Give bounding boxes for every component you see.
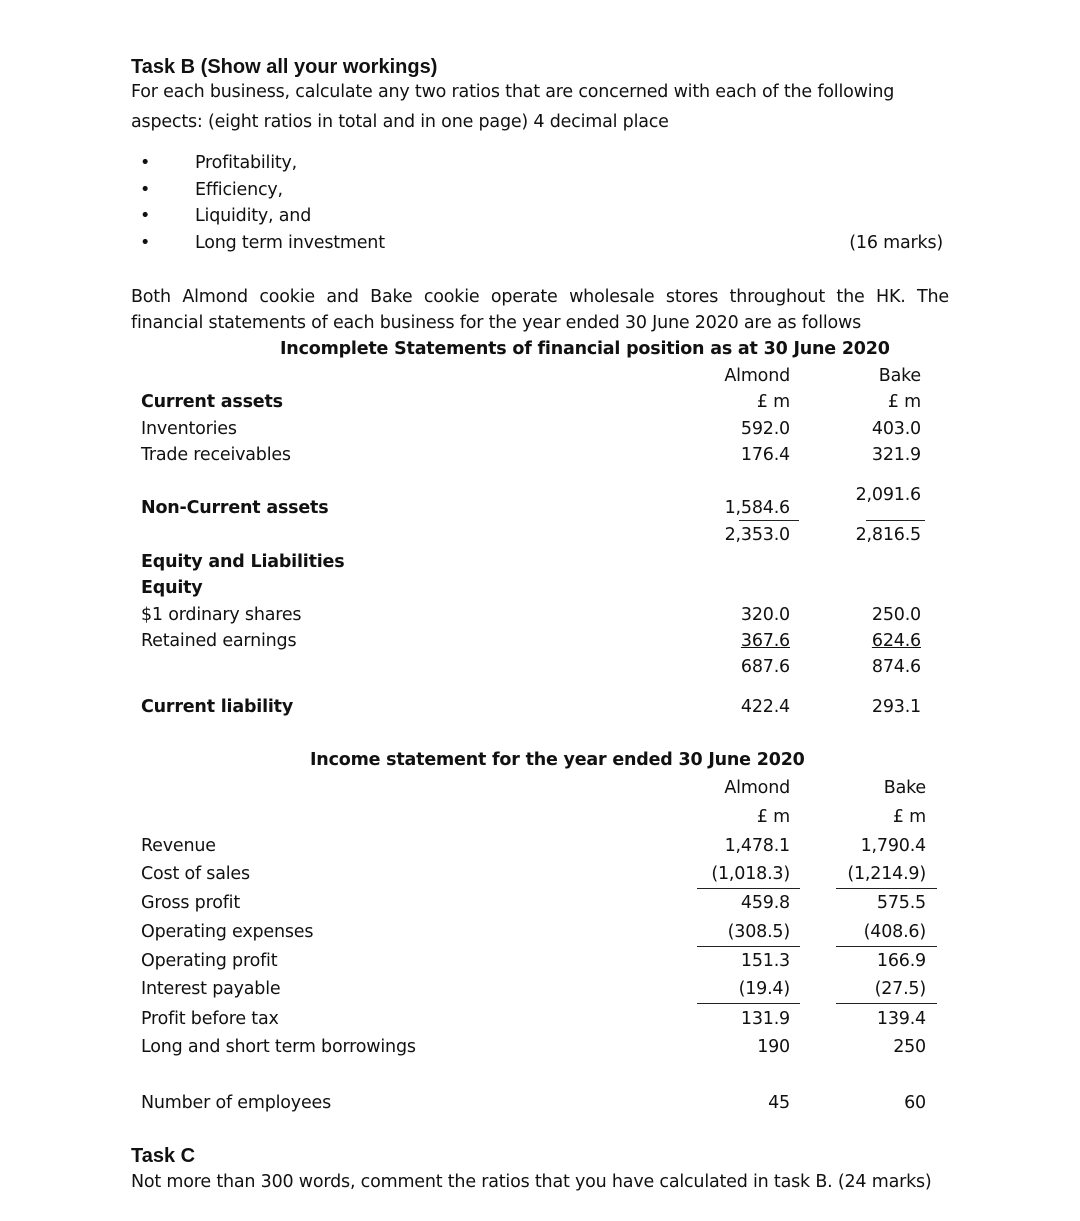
subtotal-rule xyxy=(866,520,925,521)
gross-profit-almond: 459.8 xyxy=(740,893,790,913)
total-assets-almond: 2,353.0 xyxy=(724,525,790,545)
equity-liabilities-label: Equity and Liabilities xyxy=(141,552,345,572)
sofp-col-bake: Bake xyxy=(878,366,921,386)
task-b-intro-line-2: aspects: (eight ratios in total and in one page) 4 decimal place xyxy=(131,112,669,132)
current-assets-label: Current assets xyxy=(141,392,283,412)
non-current-assets-label: Non-Current assets xyxy=(141,498,329,518)
revenue-bake: 1,790.4 xyxy=(860,836,926,856)
trade-receivables-label: Trade receivables xyxy=(141,445,291,465)
table-row-label: Long and short term borrowings xyxy=(141,1037,416,1057)
gross-profit-bake: 575.5 xyxy=(876,893,926,913)
inventories-bake: 403.0 xyxy=(871,419,921,439)
list-item: Efficiency, xyxy=(195,180,283,200)
task-c-heading: Task C xyxy=(131,1145,196,1167)
income-unit-bake: £ m xyxy=(892,807,926,827)
cost-of-sales-bake: (1,214.9) xyxy=(847,864,926,884)
current-liability-bake: 293.1 xyxy=(871,697,921,717)
context-line-2: financial statements of each business for the year ended 30 June 2020 are as follows xyxy=(131,313,862,333)
retained-earnings-bake: 624.6 xyxy=(871,631,921,651)
employees-almond: 45 xyxy=(768,1093,790,1113)
task-b-heading: Task B (Show all your workings) xyxy=(131,56,438,78)
inventories-almond: 592.0 xyxy=(740,419,790,439)
total-equity-almond: 687.6 xyxy=(740,657,790,677)
bullet-glyph: • xyxy=(140,153,151,173)
sofp-unit-bake: £ m xyxy=(887,392,921,412)
bullet-glyph: • xyxy=(140,180,151,200)
task-c-text: Not more than 300 words, comment the ratios that you have calculated in task B. (24 marks) xyxy=(131,1172,932,1192)
table-row-label: Revenue xyxy=(141,836,216,856)
employees-bake: 60 xyxy=(904,1093,926,1113)
task-b-marks: (16 marks) xyxy=(849,233,943,253)
ordinary-shares-label: $1 ordinary shares xyxy=(141,605,302,625)
profit-before-tax-bake: 139.4 xyxy=(876,1009,926,1029)
context-line-1: Both Almond cookie and Bake cookie operate wholesale stores throughout the HK. The xyxy=(131,287,949,307)
current-liability-label: Current liability xyxy=(141,697,294,717)
non-current-assets-almond: 1,584.6 xyxy=(724,498,790,518)
retained-earnings-almond: 367.6 xyxy=(740,631,790,651)
subtotal-rule xyxy=(697,946,800,947)
list-item: Profitability, xyxy=(195,153,298,173)
operating-profit-bake: 166.9 xyxy=(876,951,926,971)
inventories-label: Inventories xyxy=(141,419,237,439)
ordinary-shares-almond: 320.0 xyxy=(740,605,790,625)
bullet-glyph: • xyxy=(140,206,151,226)
table-row-label: Gross profit xyxy=(141,893,240,913)
subtotal-rule xyxy=(836,888,937,889)
revenue-almond: 1,478.1 xyxy=(724,836,790,856)
subtotal-rule xyxy=(697,888,800,889)
bullet-glyph: • xyxy=(140,233,151,253)
income-col-bake: Bake xyxy=(883,778,926,798)
table-row-label: Profit before tax xyxy=(141,1009,279,1029)
retained-earnings-label: Retained earnings xyxy=(141,631,297,651)
table-row-label: Interest payable xyxy=(141,979,281,999)
operating-expenses-bake: (408.6) xyxy=(863,922,926,942)
borrowings-bake: 250 xyxy=(893,1037,926,1057)
trade-receivables-bake: 321.9 xyxy=(871,445,921,465)
non-current-assets-bake: 2,091.6 xyxy=(855,485,921,505)
table-row-label: Operating expenses xyxy=(141,922,314,942)
subtotal-rule xyxy=(836,946,937,947)
income-unit-almond: £ m xyxy=(756,807,790,827)
income-title: Income statement for the year ended 30 June 2020 xyxy=(310,750,805,770)
operating-expenses-almond: (308.5) xyxy=(727,922,790,942)
subtotal-rule xyxy=(739,520,799,521)
current-liability-almond: 422.4 xyxy=(740,697,790,717)
operating-profit-almond: 151.3 xyxy=(740,951,790,971)
employees-label: Number of employees xyxy=(141,1093,331,1113)
borrowings-almond: 190 xyxy=(757,1037,790,1057)
interest-payable-bake: (27.5) xyxy=(874,979,926,999)
table-row-label: Cost of sales xyxy=(141,864,250,884)
list-item: Long term investment xyxy=(195,233,385,253)
sofp-col-almond: Almond xyxy=(724,366,790,386)
interest-payable-almond: (19.4) xyxy=(738,979,790,999)
cost-of-sales-almond: (1,018.3) xyxy=(711,864,790,884)
task-b-intro-line-1: For each business, calculate any two ratios that are concerned with each of the following xyxy=(131,82,895,102)
equity-label: Equity xyxy=(141,578,203,598)
income-col-almond: Almond xyxy=(724,778,790,798)
sofp-unit-almond: £ m xyxy=(756,392,790,412)
subtotal-rule xyxy=(836,1003,937,1004)
trade-receivables-almond: 176.4 xyxy=(740,445,790,465)
profit-before-tax-almond: 131.9 xyxy=(740,1009,790,1029)
subtotal-rule xyxy=(697,1003,800,1004)
ordinary-shares-bake: 250.0 xyxy=(871,605,921,625)
total-assets-bake: 2,816.5 xyxy=(855,525,921,545)
list-item: Liquidity, and xyxy=(195,206,312,226)
sofp-title: Incomplete Statements of financial position as at 30 June 2020 xyxy=(280,339,890,359)
table-row-label: Operating profit xyxy=(141,951,278,971)
total-equity-bake: 874.6 xyxy=(871,657,921,677)
